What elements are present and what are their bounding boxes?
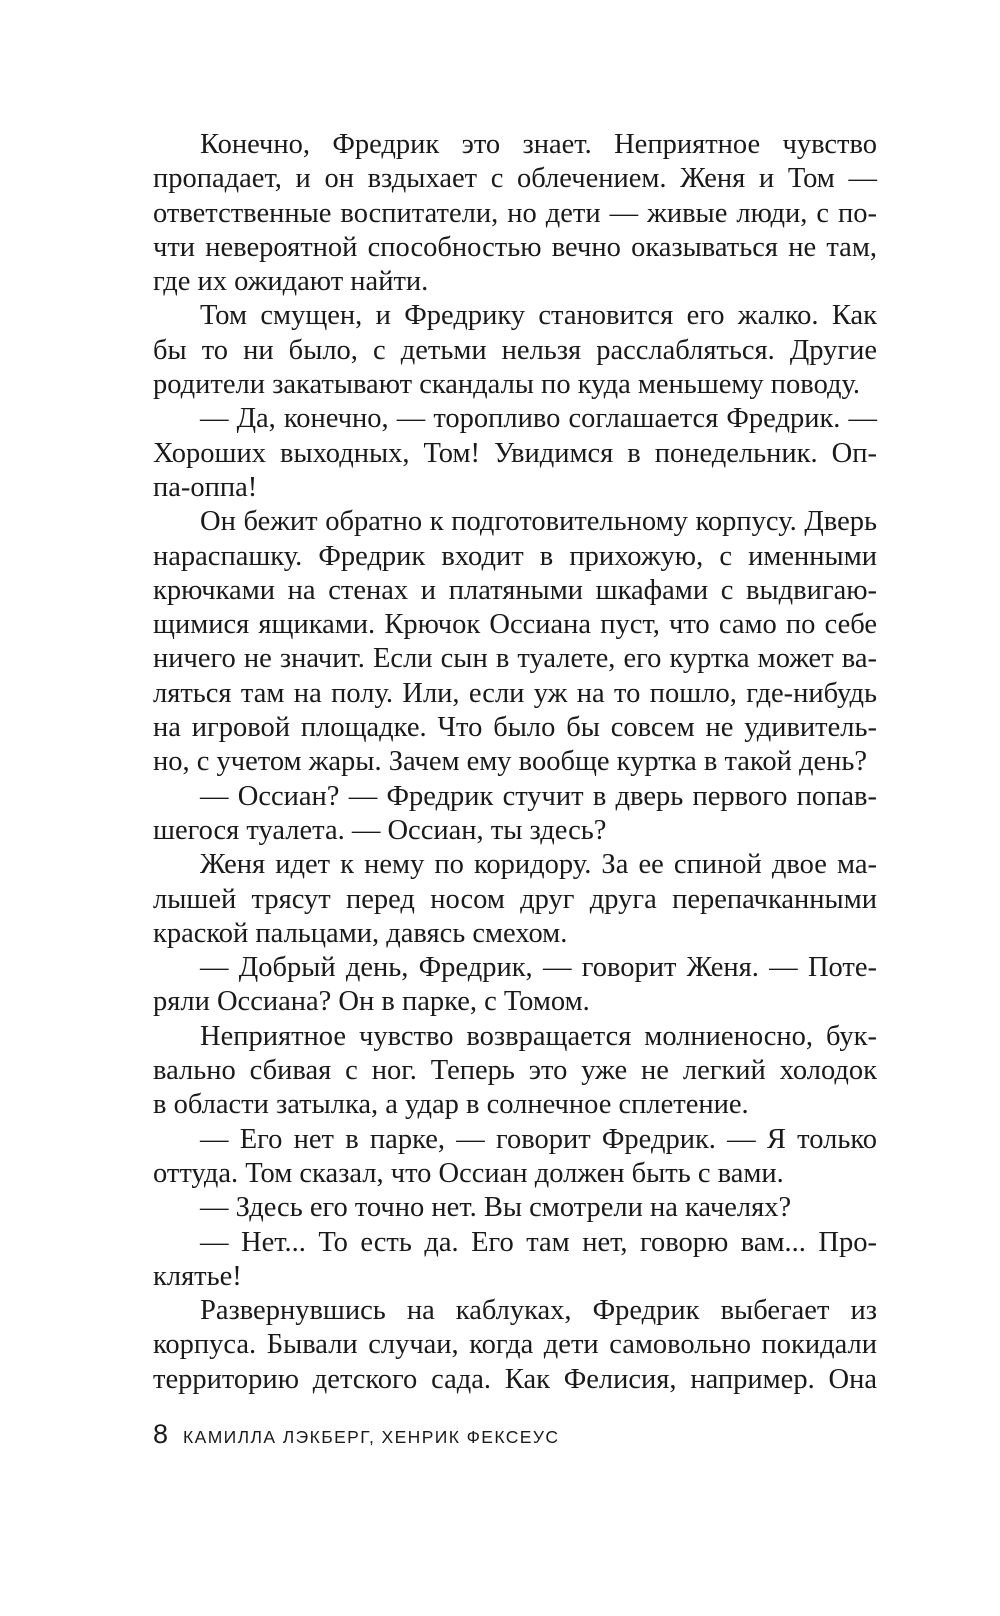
text-line: Он бежит обратно к подготовительному корпусу. Дверь [200, 506, 877, 538]
text-line: бы то ни было, с детьми нельзя расслабляться. Другие [153, 334, 877, 366]
text-line: корпуса. Бывали случаи, когда дети самовольно покидали [153, 1329, 877, 1361]
text-line: ничего не значит. Если сын в туалете, его куртка может ва- [153, 643, 877, 675]
text-line: ряли Оссиана? Он в парке, с Томом. [153, 986, 590, 1018]
text-line: шегося туалета. — Оссиан, ты здесь? [153, 814, 607, 846]
text-line: территорию детского сада. Как Фелисия, например. Она [153, 1363, 877, 1395]
text-line: нараспашку. Фредрик входит в прихожую, с именными [153, 540, 877, 572]
text-line: краской пальцами, давясь смехом. [153, 917, 568, 949]
text-line: но, с учетом жары. Зачем ему вообще куртка в такой день? [153, 746, 867, 778]
text-line: ляться там на полу. Или, если уж на то пошло, где-нибудь [153, 677, 877, 709]
text-line: вально сбивая с ног. Теперь это уже не легкий холодок [153, 1055, 877, 1087]
text-line: Женя идет к нему по коридору. За ее спиной двое ма- [200, 849, 877, 881]
text-line: оттуда. Том сказал, что Оссиан должен быть с вами. [153, 1157, 784, 1189]
body-text [153, 128, 877, 1397]
text-line: — Добрый день, Фредрик, — говорит Женя. — Поте- [200, 952, 877, 984]
text-line: пропадает, и он вздыхает с облечением. Женя и Том — [153, 163, 877, 195]
page-footer [153, 1419, 559, 1451]
text-line: на игровой площадке. Что было бы совсем не удивитель- [153, 712, 877, 744]
text-line: Развернувшись на каблуках, Фредрик выбегает из [200, 1295, 877, 1327]
text-line: лышей трясут перед носом друг друга перепачканными [153, 883, 877, 915]
text-line: па-оппа! [153, 471, 258, 503]
text-line: щимися ящиками. Крючок Оссиана пуст, что само по себе [153, 609, 877, 641]
text-line: где их ожидают найти. [153, 266, 429, 298]
page-number: 8 [153, 1419, 169, 1449]
text-line: — Нет... То есть да. Его там нет, говорю вам... Про- [200, 1226, 877, 1258]
text-line: ответственные воспитатели, но дети — живые люди, с по- [153, 197, 877, 229]
text-line: Хороших выходных, Том! Увидимся в понедельник. Оп- [153, 437, 877, 469]
text-line: Конечно, Фредрик это знает. Неприятное чувство [200, 129, 877, 160]
text-line: чти невероятной способностью вечно оказываться не там, [153, 231, 877, 263]
text-line: — Здесь его точно нет. Вы смотрели на качелях? [200, 1192, 792, 1224]
text-line: в области затылка, а удар в солнечное сплетение. [153, 1089, 749, 1121]
text-line: крючками на стенах и платяными шкафами с выдвигаю- [153, 574, 877, 606]
text-line: Том смущен, и Фредрику становится его жалко. Как [200, 300, 877, 332]
text-line: — Оссиан? — Фредрик стучит в дверь первого попав- [200, 780, 877, 812]
text-line: — Его нет в парке, — говорит Фредрик. — Я только [200, 1123, 877, 1155]
running-head: КАМИЛЛА ЛЭКБЕРГ, ХЕНРИК ФЕКСЕУС [183, 1427, 560, 1447]
text-line: Неприятное чувство возвращается молниеносно, бук- [200, 1020, 877, 1052]
text-line: родители закатывают скандалы по куда меньшему поводу. [153, 369, 861, 401]
text-line: клятье! [153, 1260, 242, 1292]
text-line: — Да, конечно, — торопливо соглашается Фредрик. — [200, 403, 877, 435]
